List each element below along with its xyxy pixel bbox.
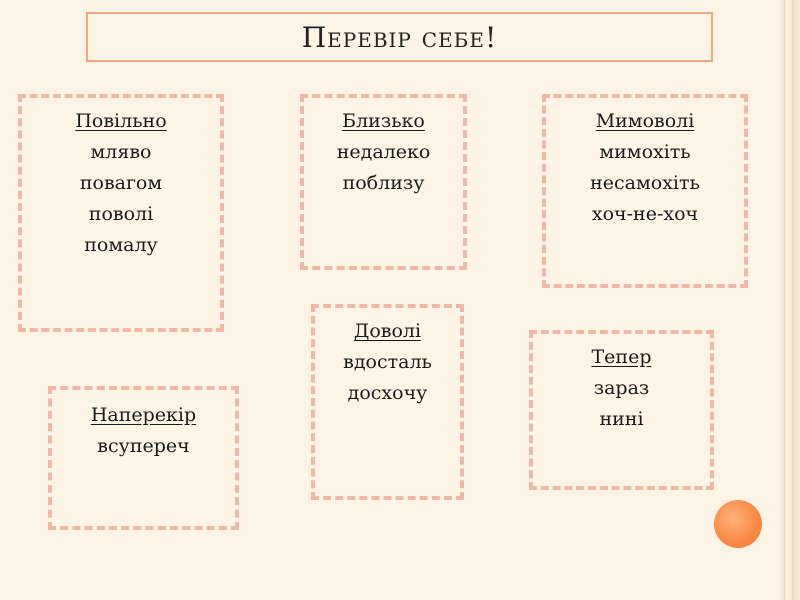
- group-box-blyzko: [300, 94, 467, 270]
- group-head: Наперекір: [90, 404, 197, 426]
- group-word: досхочу: [347, 382, 428, 404]
- group-word: вдосталь: [343, 351, 432, 373]
- group-word: помалу: [84, 234, 158, 256]
- group-head: Доволі: [353, 320, 422, 342]
- group-word: недалеко: [336, 141, 431, 163]
- group-box-teper: [529, 330, 714, 490]
- decorative-line: [784, 0, 785, 600]
- decorative-orb-icon: [714, 500, 762, 548]
- group-head: Близько: [342, 110, 425, 132]
- group-head: Тепер: [591, 346, 652, 368]
- group-word: повагом: [79, 172, 163, 194]
- slide-title: Перевір себе!: [301, 20, 498, 54]
- group-head: Мимоволі: [595, 110, 695, 132]
- group-word: мимохіть: [599, 141, 691, 163]
- group-box-naperekir: [48, 386, 239, 530]
- title-box: [86, 12, 713, 62]
- group-word: поблизу: [342, 172, 425, 194]
- group-word: хоч-не-хоч: [591, 203, 699, 225]
- group-word: мляво: [90, 141, 152, 163]
- group-box-dovoli: [311, 304, 464, 500]
- group-word: зараз: [593, 377, 650, 399]
- group-word: несамохіть: [590, 172, 700, 194]
- decorative-line: [792, 0, 793, 600]
- group-box-povilno: [18, 94, 224, 332]
- group-word: всупереч: [97, 435, 190, 457]
- group-word: нині: [599, 408, 644, 430]
- group-box-mymovoli: [542, 94, 748, 288]
- group-head: Повільно: [75, 110, 167, 132]
- group-word: поволі: [88, 203, 154, 225]
- decorative-edge: [778, 0, 800, 600]
